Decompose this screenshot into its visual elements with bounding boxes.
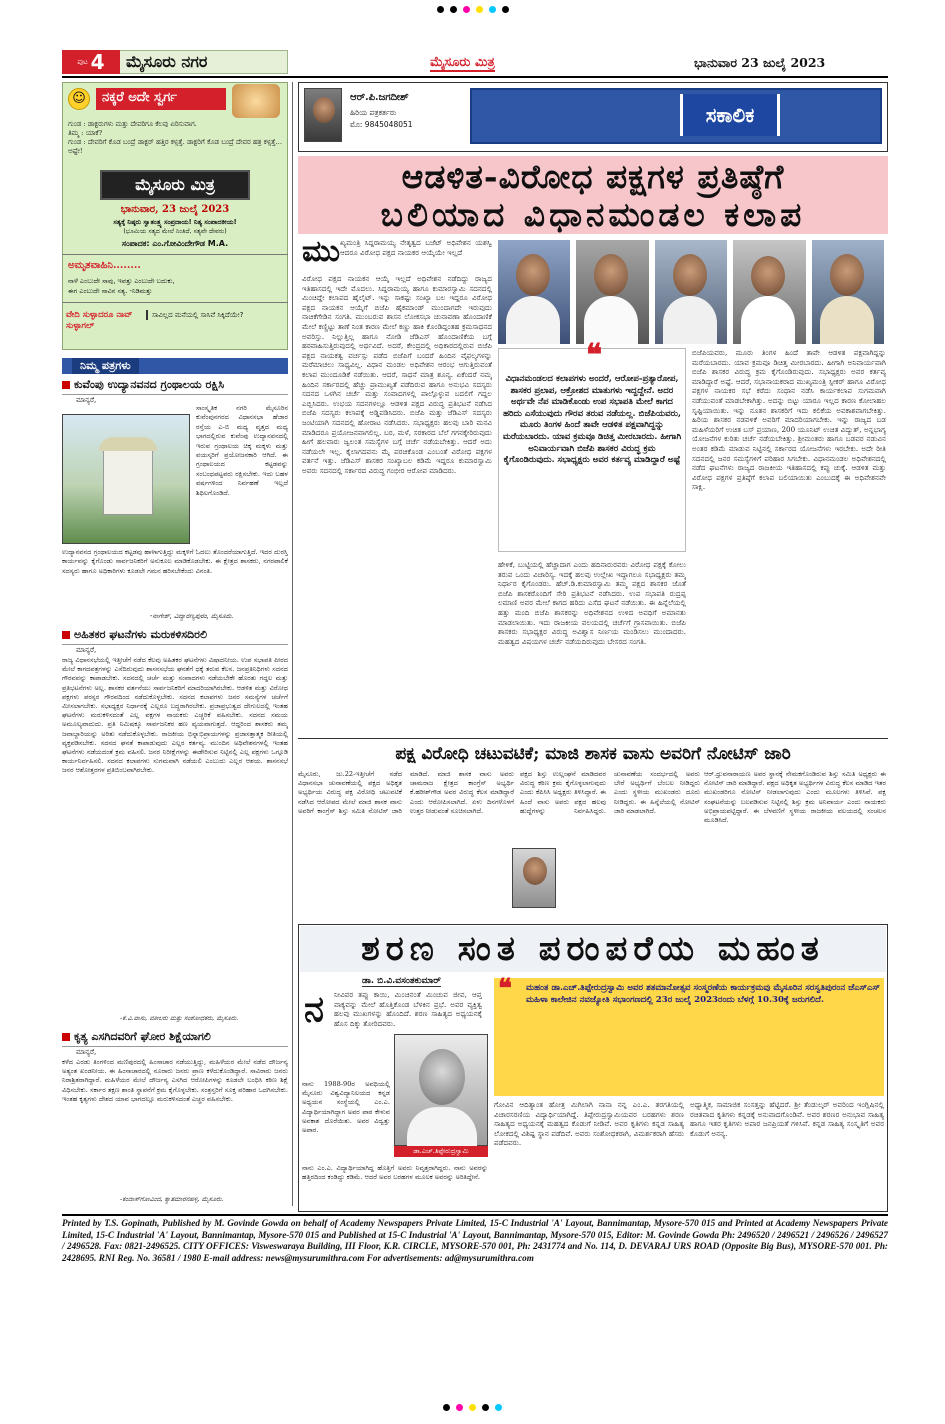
drop-cap: ಮು — [302, 234, 341, 269]
quote-mark-icon: ❝ — [586, 338, 603, 373]
letter-title: ಅಹಿತಕರ ಘಟನೆಗಳು ಮರುಕಳಿಸದಿರಲಿ — [62, 628, 288, 645]
pull-quote-text: ವಿಧಾನಮಂಡಲದ ಕಲಾಪಗಳು ಅಂದರೆ, ಆರೋಪ-ಪ್ರತ್ಯಾರೋಪ, ಶಾಸಕರ ಪ್ರಲಾಪ, ಆಕ್ರೋಶದ ಮಾತುಗಳು ಇದ್ದದ್ದೇನೆ. ಅದರ ಅರ್ಥವೇ ನೆಪ ಮಾಡಿಕೊಂಡು ಉಪ ಸಭಾಪತಿ ಮೇಲೆ ಕಾಗದ ಹರಿದು ಎಸೆಯುವುದು ಗೌರವ ತರುವ ನಡೆಯಲ್ಲ. ಬಿಜೆಪಿಯವರು, ಮೂರು ತಿಂಗಳ ಹಿಂದೆ ತಾವೇ ಆಡಳಿತ ಪಕ್ಷವಾಗಿದ್ದನ್ನು ಮರೆಯಬಾರದು. ಯಾವ ಕ್ರಮವೂ ಡಿಚಿತ್ತ ಮೀರಬಾರದು. ಹೀಗಾಗಿ ಅನಿವಾರ್ಯವಾಗಿ ಬಿಜೆಪಿ ಶಾಸಕರ ವಿರುದ್ಧ ಕ್ರಮ ಕೈಗೊಂಡಿರುವುದು. ಸಭಾಧ್ಯಕ್ಷರು ಅವರ ಕರ್ತವ್ಯ ಮಾಡಿದ್ದಾರೆ ಅಷ್ಟೆ — [502, 374, 682, 466]
bullet-icon — [62, 1033, 70, 1041]
tipperudraswamy-photo — [394, 1034, 488, 1146]
sharana-body: ಗೋವಿನ ಆದಿತ್ಯಾಂತ ಹೋತ್ರ ಮಿಗಿಲಾಗಿ ನಾನಾ ನನ್ನ ಎಂ.ಎ. ತರಗತಿಯಲ್ಲಿ ವಿಚಾರಸರಣಿಯ ವಿದ್ಯಾರ್ಥಿಯಾಗಿದ್ದೆ. ತಿಪ್ಪೇರುದ್ರಸ್ವಾಮಿಯವರ ಬರಹಗಳು ಶರಣ ಸಾಹಿತ್ಯದ ಅಧ್ಯಯನಕ್ಕೆ ಮಹತ್ವದ ಕೊಡುಗೆ ನೀಡಿವೆ. ಅವರ ಕೃತಿಗಳು ಕನ್ನಡ ಸಾಹಿತ್ಯ ಲೋಕದಲ್ಲಿ ವಿಶಿಷ್ಟ ಸ್ಥಾನ ಪಡೆದಿವೆ. ಅವರು ಸಂಶೋಧಕರಾಗಿ, ವಿಮರ್ಶಕರಾಗಿ ಹೆಸರು ಪಡೆದವರು. — [494, 1100, 684, 1148]
mini-subtagline: (ಭೂಮಿಯ ಸತ್ಯದ ಮೇಲೆ ನಿಂತಿದೆ, ಸತ್ಯವೇ ದೇವರು) — [123, 228, 227, 235]
sharana-intro: ಮಹಂತ ಡಾ.ಎಚ್.ತಿಪ್ಪೇರುದ್ರಸ್ವಾಮಿ ಅವರ ಶತಮಾನೋತ್ಸವ ಸಂಸ್ಮರಣೆಯ ಕಾರ್ಯಕ್ರಮವು ಮೈಸೂರಿನ ಸರಸ್ವತಿಪುರಂನ ಜೆಎಸ್‌ಎಸ್ ಮಹಿಳಾ ಕಾಲೇಜಿನ ನವಜ್ಯೋತಿ ಸಭಾಂಗಣದಲ್ಲಿ 23ರ ಜುಲೈ 2023ರಂದು ಬೆಳಗ್ಗೆ 10.30ಕ್ಕೆ ಜರುಗಲಿದೆ. — [526, 983, 880, 1006]
vedi-right: ಸಾವಿಲ್ಲದ ಮನೆಯಲ್ಲಿ ಸಾಸಿವೆ ಸಿಕ್ಕಿದೆಯೇ? — [146, 310, 282, 320]
mini-date: ಭಾನುವಾರ, 23 ಜುಲೈ 2023 — [120, 204, 230, 215]
amrit-title: ಅಮೃತವಾಹಿನಿ........ — [68, 260, 141, 271]
letters-section-title: ನಿಮ್ಮ ಪತ್ರಗಳು — [72, 358, 139, 374]
notice-body: ಪಕ್ಷದ ಶಿಸ್ತು ಉಲ್ಲಂಘನೆ ಮಾಡಿದವರ ವಿರುದ್ಧ ಕಠಿಣ ಕ್ರಮ ಕೈಗೊಳ್ಳಲಾಗುವುದು ಎಂದು ಕೆಪಿಸಿಸಿ ಅಧ್ಯಕ್ಷರು ತಿಳಿಸಿದ್ದಾರೆ. ಈ ಹಿಂದೆ ವಾಸು ಅವರು ಪಕ್ಷದ ಹಲವು ಹುದ್ದೆಗಳನ್ನು ನಿರ್ವಹಿಸಿದ್ದರು. ಚುನಾವಣೆಯ ಸಂದರ್ಭದಲ್ಲಿ ಅವರು ಬೇರೆ ಅಭ್ಯರ್ಥಿಗೆ ಬೆಂಬಲ ನೀಡಿದ್ದರು ಎಂದು ಸ್ಥಳೀಯ ಮುಖಂಡರು ದೂರು ನೀಡಿದ್ದರು. ಈ ಹಿನ್ನೆಲೆಯಲ್ಲಿ ನೋಟಿಸ್ ಜಾರಿ ಮಾಡಲಾಗಿದೆ. — [520, 770, 700, 815]
cartoon-figure-icon — [232, 84, 280, 118]
sharana-body: ನೀವಿವರ ತಪ್ಪು ಕಾಯಿ, ಮಿಂಚಿನಂತೆ ಮಿಂಚುವ ಜೀವ, ಆಪ್ತ ವಾಕ್ಯವನ್ನು ಮೇಲೆ ಹೊತ್ತಿಕೊಂಡ ಬೆಳಕಿನ ಪ್ರಭೆ. ಅವರ ವ್ಯಕ್ತಿತ್ವ ಹಲವು ಮುಖಗಳನ್ನು ಹೊಂದಿದೆ. ಶರಣ ಸಾಹಿತ್ಯದ ಅಧ್ಯಯನಕ್ಕೆ ಹೊಸ ದಿಕ್ಕು ತೋರಿದವರು. — [334, 990, 482, 1028]
mini-masthead: ಮೈಸೂರು ಮಿತ್ರ — [100, 170, 250, 200]
humor-line: ತಿಮ್ಮ : ಯಾಕೆ? — [68, 129, 103, 137]
bullet-icon — [62, 631, 70, 639]
divider — [62, 302, 288, 303]
author-name: ಆರ್.ಪಿ.ಜಗದೀಶ್ — [350, 92, 409, 103]
author-phone: ಮೊ: 9845048051 — [350, 120, 413, 129]
sharana-body: ನಾನು 1988-90ರ ಅವಧಿಯಲ್ಲಿ ಮೈಸೂರು ವಿಶ್ವವಿದ್ಯಾನಿಲಯದ ಕನ್ನಡ ಅಧ್ಯಯನ ಸಂಸ್ಥೆಯಲ್ಲಿ ಎಂ.ಎ. ವಿದ್ಯಾರ್ಥಿಯಾಗಿದ್ದಾಗ ಅವರ ಪಾಠ ಕೇಳುವ ಅವಕಾಶ ದೊರೆಯಿತು. ಅವರ ವಿದ್ವತ್ತು ಅಪಾರ. — [302, 1080, 390, 1135]
vedi-left: ವೇದಿ ಸುಳ್ಳಾದರೂ ನಾವ್ ಸುಳ್ಳಾಗಲ್ — [66, 310, 133, 331]
imprint: Printed by T.S. Gopinath, Published by M. Govinde Gowda on behalf of Academy Newspapers Private Limited, 15-C Industrial 'A' Layout, Bannimantap, Mysore-570 015 and Printed at Academy Newspapers Private Limited, 15-C Industrial 'A' Layout, Bannimantap, Mysore-570 015 and Published at 15-C Industrial 'A' Layout, Bannimantap, Mysore-570 015, Editor: M. Govinde Gowda Ph: 2496520 / 2496521 / 2496526 / 2496527 / 2496528. Fax: 0821-2496525. CITY OFFICES: Visweswaraya Building, III Floor, K.R. CIRCLE, MYSORE-570 001, Ph: 2431774 and No. 114, D. DEVARAJ URS ROAD (Opposite Big Bus), MYSORE-570 001. Ph: 2428695. RNI Reg. No. 36581 / 1980 E-mail address: news@mysurumithra.com For advertisements: ad@mysurumithra.com — [62, 1218, 888, 1263]
sharana-drop-cap: ನ — [304, 988, 325, 1030]
humor-line: ಗುಂಡ : ಡಾಕ್ಟರುಗಳು ಮತ್ತು ದೇವರಿಗೂ ಕೆಲವು ಏರಿಸುವಾಗ. — [68, 120, 197, 128]
article-body: ಹೇಳಿಕೆ, ಬುಟ್ಟಿಯಲ್ಲಿ ಹೆಚ್ಚಾದಾಗ ಎಂದು ಹದಿನಾರುರವರು ವಿರೋಧ ಪಕ್ಷಕ್ಕೆ ಕೋಲು ತರುವ ಒಂದು ವಿಚಾರಿಸ್ಯ. ಇದಕ್ಕೆ ಹಲವು ಉಲ್ಲೇಖ ಇದ್ದಾಗಲೂ ಸಭಾಧ್ಯಕ್ಷರು ತಮ್ಮ ನಿರ್ಧಾರ ಕೈಗೊಂಡರು. ಹೆಚ್.ಡಿ.ಕುಮಾರಸ್ವಾಮಿ ತಮ್ಮ ಪಕ್ಷದ ಶಾಸಕರ ಜೊತೆ ಬಿಜೆಪಿ ಶಾಸಕರೊಂದಿಗೆ ಸೇರಿ ಪ್ರತಿಭಟನೆ ನಡೆಸಿದರು. ಉಪ ಸಭಾಪತಿ ರುದ್ರಪ್ಪ ಲಮಾಣಿ ಅವರ ಮೇಲೆ ಕಾಗದ ಹರಿದು ಎಸೆದ ಘಟನೆ ನಡೆಯಿತು. ಈ ಹಿನ್ನೆಲೆಯಲ್ಲಿ ಹತ್ತು ಮಂದಿ ಬಿಜೆಪಿ ಶಾಸಕರನ್ನು ಅಧಿವೇಶನದ ಉಳಿದ ಅವಧಿಗೆ ಅಮಾನತು ಮಾಡಲಾಯಿತು. ಇದು ರಾಜಕೀಯ ವಲಯದಲ್ಲಿ ಚರ್ಚೆಗೆ ಗ್ರಾಸವಾಯಿತು. ಬಿಜೆಪಿ ಶಾಸಕರು ಸಭಾಧ್ಯಕ್ಷರ ವಿರುದ್ಧ ಅವಿಶ್ವಾಸ ನಿರ್ಣಯ ಮಂಡಿಸಲು ಮುಂದಾದರು. ಮಹತ್ವದ ವಿಷಯಗಳ ಚರ್ಚೆ ನಡೆಯದಿರುವುದು ಬೇಸರದ ಸಂಗತಿ. — [498, 560, 686, 646]
letter-body-text: ಉದ್ಯಾನವನದ ಗ್ರಂಥಾಲಯದ ಕಟ್ಟಡವು ಹಾಳಾಗುತ್ತಿದ್ದು ಮಕ್ಕಳಿಗೆ ಓದಲು ತೊಂದರೆಯಾಗುತ್ತಿದೆ. ಇದರ ದುರಸ್ತಿ ಕಾರ್ಯವನ್ನು ಕೈಗೊಂಡು ಸಾರ್ವಜನಿಕರಿಗೆ ಅನುಕೂಲ ಮಾಡಿಕೊಡಬೇಕು. ಈ ಕ್ಷೇತ್ರದ ಶಾಸಕರು, ನಗರಪಾಲಿಕೆ ಸದಸ್ಯರು ಹಾಗೂ ಅಧಿಕಾರಿಗಳು ಕೂಡಲೇ ಗಮನ ಹರಿಸಬೇಕೆಂದು ವಿನಂತಿ. — [62, 548, 288, 575]
registration-dots-top — [0, 6, 945, 13]
section-name: ಮೈಸೂರು ನಗರ — [126, 52, 208, 71]
letter-title: ಕುವೆಂಪು ಉದ್ಯಾನವನದ ಗ್ರಂಥಾಲಯ ರಕ್ಷಿಸಿ — [62, 378, 288, 395]
footer-rule — [62, 1214, 888, 1216]
notice-body: ಮೈಸೂರು, ಜು.22-ಇತ್ತೀಚೆಗೆ ನಡೆದ ವಿಧಾನಸಭಾ ಚುನಾವಣೆಯಲ್ಲಿ ಪಕ್ಷದ ಅಧಿಕೃತ ಅಭ್ಯರ್ಥಿಯ ವಿರುದ್ಧ ಪಕ್ಷ ವಿರೋಧಿ ಚಟುವಟಿಕೆ ನಡೆಸಿದ ಆರೋಪದ ಮೇಲೆ ಮಾಜಿ ಶಾಸಕ ವಾಸು ಅವರಿಗೆ ಕಾಂಗ್ರೆಸ್ ಶಿಸ್ತು ಸಮಿತಿ ನೋಟಿಸ್ ಜಾರಿ ಮಾಡಿದೆ. ಮಾಜಿ ಶಾಸಕ ವಾಸು ಅವರು ಚಾಮರಾಜ ಕ್ಷೇತ್ರದ ಕಾಂಗ್ರೆಸ್ ಅಭ್ಯರ್ಥಿ ಕೆ.ಹರೀಶ್‌ಗೌಡ ಅವರ ವಿರುದ್ಧ ಕೆಲಸ ಮಾಡಿದ್ದಾರೆ ಎಂದು ಆರೋಪಿಸಲಾಗಿದೆ. ಏಳು ದಿನಗಳೊಳಗೆ ಉತ್ತರ ನೀಡುವಂತೆ ಸೂಚಿಸಲಾಗಿದೆ. — [298, 770, 514, 815]
article-body: ಬಿಜೆಪಿಯವರು, ಮೂರು ತಿಂಗಳ ಹಿಂದೆ ತಾವೇ ಆಡಳಿತ ಪಕ್ಷವಾಗಿದ್ದನ್ನು ಮರೆಯಬಾರದು. ಯಾವ ಕ್ರಮವೂ ಡಿಚಿತ್ತ ಮೀರಬಾರದು. ಹೀಗಾಗಿ ಅನಿವಾರ್ಯವಾಗಿ ಬಿಜೆಪಿ ಶಾಸಕರ ವಿರುದ್ಧ ಕ್ರಮ ಕೈಗೊಂಡಿರುವುದು. ಸಭಾಧ್ಯಕ್ಷರು ಅವರ ಕರ್ತವ್ಯ ಮಾಡಿದ್ದಾರೆ ಅಷ್ಟೆ. ಆದರೆ, ಸಭಾನಾಯಕರಾದ ಮುಖ್ಯಮಂತ್ರಿ ಸ್ಪೀಕರ್ ಹಾಗೂ ವಿರೋಧ ಪಕ್ಷಗಳ ನಾಯಕರ ಸಭೆ ಕರೆದು ಸಂಧಾನ ನಡೆಸಿ ಕಾರ್ಯಕಲಾಪ ಸುಗಮವಾಗಿ ನಡೆಯುವಂತೆ ಮಾಡಬೇಕಾಗಿತ್ತು. ಅದನ್ನು ಬಿಟ್ಟು ಯಾರೂ ಇಲ್ಲದ ಕಾರಣ ಕೋಲಾಹಲ ಸೃಷ್ಟಿಯಾಯಿತು. ಇನ್ನು ನೂತನ ಶಾಸಕರಿಗೆ ಇದು ಕಲಿಕೆಯ ಅವಕಾಶವಾಗಬೇಕಿತ್ತು. ಹಿರಿಯ ಶಾಸಕರ ನಡವಳಿಕೆ ಅವರಿಗೆ ಮಾದರಿಯಾಗಬೇಕು. ಇನ್ನು ರಾಜ್ಯದ ಬಡ ಮಹಿಳೆಯರಿಗೆ ಉಚಿತ ಬಸ್ ಪ್ರಯಾಣ, 200 ಯೂನಿಟ್ ಉಚಿತ ವಿದ್ಯುತ್, ಅನ್ನಭಾಗ್ಯ ಯೋಜನೆಗಳ ಕುರಿತು ಚರ್ಚೆ ನಡೆಯಬೇಕಿತ್ತು. ಶ್ರೀಮಂತರು ಹಾಗೂ ಬಡವರ ನಡುವಿನ ಅಂತರ ಕಡಿಮೆ ಮಾಡುವ ನಿಟ್ಟಿನಲ್ಲಿ ಸರ್ಕಾರದ ಯೋಜನೆಗಳು ಇರಬೇಕು. ಅದೇ ರೀತಿ ಸದನದಲ್ಲಿ ಜನರ ಸಮಸ್ಯೆಗಳಿಗೆ ಪರಿಹಾರ ಸಿಗಬೇಕು. ವಿಧಾನಮಂಡಲ ಅಧಿವೇಶನದಲ್ಲಿ ನಡೆದ ಘಟನೆಗಳು ರಾಜ್ಯದ ರಾಜಕೀಯ ಇತಿಹಾಸದಲ್ಲಿ ಕಪ್ಪು ಚುಕ್ಕೆ. ಆಡಳಿತ ಮತ್ತು ವಿರೋಧ ಪಕ್ಷಗಳ ಪ್ರತಿಷ್ಠೆಗೆ ಕಲಾಪ ಬಲಿಯಾಯಿತು ಎಂಬುದಕ್ಕೆ ಈ ಅಧಿವೇಶನವೇ ಸಾಕ್ಷಿ. — [692, 348, 886, 492]
header-paper-name: ಮೈಸೂರು ಮಿತ್ರ — [430, 55, 495, 70]
letter-body-text: ಕಳೆದ ಎರಡು ತಿಂಗಳಿಂದ ಮಣಿಪುರದಲ್ಲಿ ಹಿಂಸಾಚಾರ ನಡೆಯುತ್ತಿದ್ದು, ಮಹಿಳೆಯರ ಮೇಲೆ ನಡೆದ ದೌರ್ಜನ್ಯ ಅತ್ಯಂತ ಖಂಡನೀಯ. ಈ ಹಿಂಸಾಚಾರದಲ್ಲಿ ನೂರಾರು ಜನರು ಪ್ರಾಣ ಕಳೆದುಕೊಂಡಿದ್ದಾರೆ. ಸಾವಿರಾರು ಜನರು ನಿರಾಶ್ರಿತರಾಗಿದ್ದಾರೆ. ಮಹಿಳೆಯರ ಮೇಲೆ ದೌರ್ಜನ್ಯ ಎಸಗಿದ ಆರೋಪಿಗಳನ್ನು ಕೂಡಲೇ ಬಂಧಿಸಿ ಕಠಿಣ ಶಿಕ್ಷೆ ವಿಧಿಸಬೇಕು. ಸರ್ಕಾರ ತಕ್ಷಣ ಶಾಂತಿ ಸ್ಥಾಪನೆಗೆ ಕ್ರಮ ಕೈಗೊಳ್ಳಬೇಕು. ಸಂತ್ರಸ್ತರಿಗೆ ಸೂಕ್ತ ಪರಿಹಾರ ಒದಗಿಸಬೇಕು. ಇಂತಹ ಕೃತ್ಯಗಳು ದೇಶದ ಯಾವ ಭಾಗದಲ್ಲೂ ಮರುಕಳಿಸದಂತೆ ಎಚ್ಚರ ವಹಿಸಬೇಕು. — [62, 1058, 288, 1103]
sharana-author: ಡಾ. ಬಿ.ವಿ.ವಸಂತಕುಮಾರ್ — [362, 976, 441, 986]
registration-dots-bottom — [0, 1404, 945, 1411]
article-body: ಖ್ಯಮಂತ್ರಿ ಸಿದ್ದರಾಮಯ್ಯ ನೇತೃತ್ವದ ಬಜೆಟ್ ಅಧಿವೇಶನ ಯಶಸ್ವಿ ಆದರೂ ವಿರೋಧ ಪಕ್ಷದ ನಾಯಕರ ಆಯ್ಕೆಯೇ ಇಲ್ಲದೆ — [340, 238, 492, 257]
politician-photo — [655, 240, 727, 344]
politician-photo — [576, 240, 648, 344]
bullet-icon — [62, 381, 70, 389]
quote-mark-icon: ❝ — [498, 974, 512, 1004]
column-divider — [292, 82, 293, 1206]
letter-body-text: ರಾಜ್ಯ ವಿಧಾನಸಭೆಯಲ್ಲಿ ಇತ್ತೀಚೆಗೆ ನಡೆದ ಕೆಲವು ಅಹಿತಕರ ಘಟನೆಗಳು ವಿಷಾದನೀಯ. ಉಪ ಸಭಾಪತಿ ಪೀಠದ ಮೇಲೆ ಕಾಗದಪತ್ರಗಳನ್ನು ಎಸೆದಿರುವುದು ಶಾಸನಸಭೆಯ ಘನತೆಗೆ ಧಕ್ಕೆ ತರುವ ಕೆಲಸ. ಜನಪ್ರತಿನಿಧಿಗಳು ಸದನದ ಗೌರವವನ್ನು ಕಾಪಾಡಬೇಕು. ಸದನದಲ್ಲಿ ಚರ್ಚೆ ಮತ್ತು ಸಂವಾದಗಳು ನಡೆಯಬೇಕೇ ಹೊರತು ಗದ್ದಲ ಮತ್ತು ಪ್ರತಿಭಟನೆಗಳು ಅಲ್ಲ. ಶಾಸಕರ ವರ್ತನೆಯು ಸಾರ್ವಜನಿಕರಿಗೆ ಮಾದರಿಯಾಗಿರಬೇಕು. ಆಡಳಿತ ಮತ್ತು ವಿರೋಧ ಪಕ್ಷಗಳು ಪರಸ್ಪರ ಗೌರವದಿಂದ ನಡೆದುಕೊಳ್ಳಬೇಕು. ಸದನದ ಕಲಾಪಗಳು ಜನರ ಸಮಸ್ಯೆಗಳ ಚರ್ಚೆಗೆ ಮೀಸಲಾಗಬೇಕು. ಸಭಾಧ್ಯಕ್ಷರ ನಿರ್ಧಾರಕ್ಕೆ ಎಲ್ಲರೂ ಬದ್ಧರಾಗಿರಬೇಕು. ಪ್ರಜಾಪ್ರಭುತ್ವದ ದೇಗುಲದಲ್ಲಿ ಇಂತಹ ಘಟನೆಗಳು ಮರುಕಳಿಸದಂತೆ ಎಲ್ಲ ಪಕ್ಷಗಳ ನಾಯಕರು ಎಚ್ಚರಿಕೆ ವಹಿಸಬೇಕು. ಸದನದ ಸಮಯ ಅಮೂಲ್ಯವಾದುದು. ಪ್ರತಿ ನಿಮಿಷಕ್ಕೂ ಸಾರ್ವಜನಿಕರ ಹಣ ವ್ಯಯವಾಗುತ್ತದೆ. ಆದ್ದರಿಂದ ಶಾಸಕರು ತಮ್ಮ ಜವಾಬ್ದಾರಿಯನ್ನು ಅರಿತು ನಡೆದುಕೊಳ್ಳಬೇಕು. ರಾಜಕೀಯ ಭಿನ್ನಾಭಿಪ್ರಾಯಗಳನ್ನು ಪ್ರಜಾಸತ್ತಾತ್ಮಕ ರೀತಿಯಲ್ಲಿ ವ್ಯಕ್ತಪಡಿಸಬೇಕು. ಸದನದ ಘನತೆ ಕಾಪಾಡುವುದು ಎಲ್ಲರ ಕರ್ತವ್ಯ. ಮುಂದಿನ ಅಧಿವೇಶನಗಳಲ್ಲಿ ಇಂತಹ ಘಟನೆಗಳು ನಡೆಯದಂತೆ ಕ್ರಮ ವಹಿಸಲಿ. ಜನರ ನಿರೀಕ್ಷೆಗಳನ್ನು ಈಡೇರಿಸುವ ನಿಟ್ಟಿನಲ್ಲಿ ಎಲ್ಲ ಪಕ್ಷಗಳು ಒಗ್ಗೂಡಿ ಕಾರ್ಯನಿರ್ವಹಿಸಲಿ. ಸದನದ ಕಲಾಪಗಳು ಸುಗಮವಾಗಿ ನಡೆಯಲಿ ಎಂಬುದು ಎಲ್ಲರ ಆಶಯ. ಶಾಸನಸಭೆ ಜನರ ಆಶೋತ್ತರಗಳ ಪ್ರತಿಬಿಂಬವಾಗಿರಬೇಕು. — [62, 656, 288, 775]
letter-salutation: ಮಾನ್ಯರೆ, — [76, 646, 97, 654]
page-label: ಪುಟ — [77, 57, 88, 66]
letter-body-text: ಸಾಂಸ್ಕೃತಿಕ ನಗರಿ ಮೈಸೂರಿನ ಕುವೆಂಪುನಗರದ ವಿಧಾನಸಭಾ ಹೆಜಾರ ರಸ್ತೆಯ ಎ-ಬಿ ಮಧ್ಯ ವೃತ್ತದ ಮಧ್ಯ ಭಾಗದಲ್ಲಿರುವ ಕುವೆಂಪು ಉದ್ಯಾನವನದಲ್ಲಿ ಇರುವ ಗ್ರಂಥಾಲಯ ಚಿಕ್ಕ ಮಕ್ಕಳು ಮತ್ತು ವಯಸ್ಕರಿಗೆ ಪ್ರಯೋಜನಕಾರಿ ಆಗಿದೆ. ಈ ಗ್ರಂಥಾಲಯದ ಕಟ್ಟಡವನ್ನು ಸಂಬಂಧಪಟ್ಟವರು ರಕ್ಷಿಸಬೇಕು. ಇದು ಬಹಳ ವರ್ಷಗಳಿಂದ ನಿರ್ವಹಣೆ ಇಲ್ಲದೆ ಶಿಥಿಲಗೊಂಡಿದೆ. — [196, 404, 288, 497]
letter-salutation: ಮಾನ್ಯರೆ, — [76, 1048, 97, 1056]
humor-dialogue — [68, 120, 282, 156]
column-name-band — [470, 88, 882, 144]
letter-title: ಕೃತ್ಯ ಎಸಗಿದವರಿಗೆ ಘೋರ ಶಿಕ್ಷೆಯಾಗಲಿ — [62, 1030, 288, 1047]
politician-photos — [498, 240, 884, 344]
article-body: ವಿರೋಧ ಪಕ್ಷದ ನಾಯಕನ ಆಯ್ಕೆ ಇಲ್ಲದೆ ಅಧಿವೇಶನ ನಡೆದಿದ್ದು ರಾಜ್ಯದ ಇತಿಹಾಸದಲ್ಲಿ ಇದೇ ಮೊದಲು. ಸಿದ್ದರಾಮಯ್ಯ ಹಾಗೂ ಕುಮಾರಸ್ವಾಮಿ ಸದನದಲ್ಲಿ ಮಿಂಚಿದ್ದೇ ಕಲಾಪದ ಹೈಲೈಟ್. ಇನ್ನು ಸಾಕಷ್ಟು ಸಂಖ್ಯಾ ಬಲ ಇದ್ದರೂ ವಿರೋಧ ಪಕ್ಷದ ನಾಯಕನ ಆಯ್ಕೆಗೆ ಬಿಜೆಪಿ ಹೈಕಮಾಂಡ್ ಮುಂದಾಗದೇ ಇರುವುದು ನಾಚಿಕೆಗೇಡಿನ ಸಂಗತಿ. ಮುಂಬರುವ ಶಾಸನ ಲೋಕಸಭಾ ಚುನಾವಣಾ ಹೊಂದಾಣಿಕೆ ಮೇಲೆ ಕಣ್ಣಿಟ್ಟು ತಾಣೆ ನಿಂತ ಕಾರಣ ಮೇಲೆ ಕಣ್ಣು ಹಾಕಿ ಕೊಂಡಿದ್ದಂತಹ ಕ್ರಮಸಾಧನದ ಅವರಿಸ್ತು. ನಿಲ್ಲುತ್ತಿಲ್ಲ ಹಾಗೂ ನೋಡಿ ಜೆಡಿಎಸ್ ಹೊಂದಾಣಿಕೆಯ ಬಗ್ಗೆ ಹಠವಾಹಿಸುತ್ತಿರುವುದಲ್ಲಿ ಅರ್ಥವಿದೆ. ಅದರೆ, ಕೇಂದ್ರದಲ್ಲಿ ಅಧಿಕಾರದಲ್ಲಿರುವ ಬಿಜೆಪಿ ಪಕ್ಷದ ನಾಯಕತ್ವ ವರ್ಚಸ್ಸು ಪಡೆದ ಬಿಜೆಪಿಗೆ ಬಂದರೆ ಹಿಂದಿನ ವೈಫಲ್ಯಗಳನ್ನು ಮರೆಮಾಚಲು ಸಾಧ್ಯವಿಲ್ಲ. ವಿಧಾನ ಮಂಡಲ ಅಧಿವೇಶನ ಆರಂಭ ಆಗುತ್ತಿರುವಂತೆ ಕಲಾಪ ಮುಂದೂಡಿಕೆ ನಡೆಯಿತು. ಆದರೆ, ಸಾಧನೆ ಮಾತ್ರ ಶೂನ್ಯ. ಏಕೆಂದರೆ ನಮ್ಮ ಹಿಂದಿನ ಸರ್ಕಾರದಲ್ಲಿ ಹೆಚ್ಚು ಪ್ರಾಮುಖ್ಯತೆ ಪಡೆದಿರುವ ಹಾಗೂ ಅನುಭವಿ ಸದಸ್ಯರು ಸದನದ ಒಳಗಿನ ಚರ್ಚೆ ಮತ್ತು ಸಂವಾದಗಳಲ್ಲಿ ಪಾಲ್ಗೊಳ್ಳುವ ಬದಲಿಗೆ ಗದ್ದಲ ಎಬ್ಬಿಸಿದರು. ಉಭಯ ಸದನಗಳಲ್ಲೂ ಆಡಳಿತ ಪಕ್ಷದ ವಿರುದ್ಧ ಪ್ರತಿಭಟನೆ ನಡೆಸಿದ ಬಿಜೆಪಿ ಸದಸ್ಯರು ಕಲಾಪಕ್ಕೆ ಅಡ್ಡಿಪಡಿಸಿದರು. ಬಿಜೆಪಿ ಮತ್ತು ಜೆಡಿಎಸ್ ಸದಸ್ಯರು ಜಂಟಿಯಾಗಿ ಸದನದಲ್ಲಿ ಹೋರಾಟ ನಡೆಸಿದರು. ಸಭಾಧ್ಯಕ್ಷರು ಹಲವು ಬಾರಿ ಮನವಿ ಮಾಡಿದರೂ ಪ್ರಯೋಜನವಾಗಲಿಲ್ಲ. ಬರ, ಮಳೆ, ಸರಕಾರದ ಬೆಲೆ ಗಗನಕ್ಕೇರಿರುವುದು ಹೀಗೆ ಹಲವಾರು ಜ್ವಲಂತ ಸಮಸ್ಯೆಗಳ ಬಗ್ಗೆ ಚರ್ಚೆ ನಡೆಯಬೇಕಿತ್ತು. ಆದರೆ ಅದು ನಡೆಯಲೇ ಇಲ್ಲ. ಕೈಲಾಗದವನು ಮೈ ಪರಚಿಕೊಂಡ ಎಂಬಂತೆ ವಿರೋಧ ಪಕ್ಷಗಳ ವರ್ತನೆ ಇತ್ತು. ಜೆಡಿಎಸ್ ಶಾಸಕರ ಸಂಖ್ಯಾಬಲ ಕಡಿಮೆ ಇದ್ದರೂ ಕುಮಾರಸ್ವಾಮಿ ಅವರು ಸದನದಲ್ಲಿ ಸರ್ಕಾರದ ವಿರುದ್ಧ ಗಂಭೀರ ಆರೋಪ ಮಾಡಿದರು. — [302, 274, 492, 475]
letter-salutation: ಮಾನ್ಯರೆ, — [76, 396, 97, 404]
letter-signature: -ಕೆ.ವಿ.ವಾಸು, ವಕೀಲರು ಮತ್ತು ಸಂಶೋಧಕರು, ಮೈಸೂರು. — [120, 1014, 239, 1022]
politician-photo — [812, 240, 884, 344]
laughing-face-icon: ☺ — [68, 88, 90, 110]
sharana-headline: ಶರಣ ಸಂತ ಪರಂಪರೆಯ ಮಹಂತ — [361, 929, 825, 969]
header-rule — [62, 76, 888, 78]
sharana-body: ಅಧ್ಯಾತ್ಮಿಕ, ಸಾಮಾಜಿಕ ಸಂಸತ್ತನ್ನು ಹೆಟ್ಟಿದರೆ. ಶ್ರೀ ತೆಂಡುಲ್ಕರ್ ಅವರಿಂದ ಇಂಗ್ಲಿಷಿನಲ್ಲಿ ರಚಿತವಾದ ಕೃತಿಗಳು ಕನ್ನಡಕ್ಕೆ ಅನುವಾದಗೊಂಡಿವೆ. ಅವರ ಶರಣರ ಅನುಭಾವ ಸಾಹಿತ್ಯ ಹಾಗೂ ಇತರ ಕೃತಿಗಳು ಅಪಾರ ಜನಪ್ರಿಯತೆ ಗಳಿಸಿವೆ. ಕನ್ನಡ ಸಾಹಿತ್ಯ ಸಂಸ್ಕೃತಿಗೆ ಅವರ ಕೊಡುಗೆ ಅನನ್ಯ. — [690, 1100, 884, 1138]
author-photo — [304, 88, 342, 142]
main-headline-line1: ಆಡಳಿತ-ವಿರೋಧ ಪಕ್ಷಗಳ ಪ್ರತಿಷ್ಠೆಗೆ — [401, 157, 785, 196]
photo-caption: ಡಾ.ಎಚ್.ತಿಪ್ಪೇರುದ್ರಸ್ವಾಮಿ — [394, 1146, 488, 1157]
page-number-badge — [62, 50, 120, 74]
vasu-photo — [512, 848, 556, 908]
editor-credit: ಸಂಪಾದಕ: ಎಂ.ಗೋವಿಂದೇಗೌಡ M.A. — [121, 239, 229, 248]
politician-photo — [733, 240, 805, 344]
building-shape — [103, 445, 153, 515]
header-date: ಭಾನುವಾರ 23 ಜುಲೈ 2023 — [694, 55, 826, 70]
main-headline-line2: ಬಲಿಯಾದ ವಿಧಾನಮಂಡಲ ಕಲಾಪ — [380, 195, 806, 234]
column-name: ಸಕಾಲಿಕ — [680, 94, 780, 136]
divider — [298, 738, 888, 739]
divider — [62, 254, 288, 255]
library-photo — [62, 414, 190, 544]
author-role: ಹಿರಿಯ ಪತ್ರಕರ್ತರು — [350, 108, 397, 117]
sharana-body: ನಾನು ಎಂ.ಎ. ವಿದ್ಯಾರ್ಥಿಯಾಗಿದ್ದ ಹೊತ್ತಿಗೆ ಅವರು ನಿವೃತ್ತರಾಗಿದ್ದರು. ನಾನು ಅವರನ್ನು ಹತ್ತಿರದಿಂದ ಕಂಡಿದ್ದು ಕಡಿಮೆ. ಆದರೆ ಅವರ ಬರಹಗಳ ಮೂಲಕ ಅವರನ್ನು ಅರಿತಿದ್ದೇನೆ. — [302, 1164, 488, 1182]
humor-line: ಗುಂಡ : ದೇವರಿಗೆ ಕೊಡ ಬಂದ್ರೆ ಡಾಕ್ಟರ್ ಹತ್ತಿರ ಕಳ್ಸತ್ತೆ. ಡಾಕ್ಟರಿಗೆ ಕೊಡ ಬಂದ್ರೆ ದೇವರ ಹತ್ರ ಕಳ್ಸತ್ತೆ... ಅಷ್ಟೇ! — [68, 138, 282, 155]
notice-body: ಆರ್.ಧ್ರುವನಾರಾಯಣ ಅವರ ಸ್ಥಾನಕ್ಕೆ ನೇಮಕಗೊಂಡಿರುವ ಶಿಸ್ತು ಸಮಿತಿ ಅಧ್ಯಕ್ಷರು ಈ ನೋಟಿಸ್ ಜಾರಿ ಮಾಡಿದ್ದಾರೆ. ಪಕ್ಷದ ಅಧಿಕೃತ ಅಭ್ಯರ್ಥಿಗಳ ವಿರುದ್ಧ ಕೆಲಸ ಮಾಡಿದ ಇತರ ಮುಖಂಡರಿಗೂ ನೋಟಿಸ್ ನೀಡಲಾಗುವುದು ಎಂದು ಮೂಲಗಳು ತಿಳಿಸಿವೆ. ಪಕ್ಷ ಸಂಘಟನೆಯನ್ನು ಬಲಪಡಿಸುವ ನಿಟ್ಟಿನಲ್ಲಿ ಶಿಸ್ತು ಕ್ರಮ ಅನಿವಾರ್ಯ ಎಂದು ನಾಯಕರು ಅಭಿಪ್ರಾಯಪಟ್ಟಿದ್ದಾರೆ. ಈ ಬೆಳವಣಿಗೆ ಸ್ಥಳೀಯ ರಾಜಕೀಯ ವಲಯದಲ್ಲಿ ಸಂಚಲನ ಮೂಡಿಸಿದೆ. — [704, 770, 886, 825]
dome-shape — [99, 437, 157, 451]
letter-signature: -ನಾಗೇಶ್, ವಿದ್ಯಾರಣ್ಯಪುರಂ, ಮೈಸೂರು. — [150, 612, 234, 620]
humor-title: ನಕ್ಕರೆ ಅದೇ ಸ್ವರ್ಗ — [96, 88, 226, 110]
letter-signature: -ಕಂದಾಸ್‌ಗೋವಿಂದ, ಕ್ಯಾತಮಾರನಹಳ್ಳಿ, ಮೈಸೂರು. — [120, 1195, 224, 1203]
page-number: 4 — [90, 50, 105, 74]
notice-headline: ಪಕ್ಷ ವಿರೋಧಿ ಚಟುವಟಿಕೆ; ಮಾಜಿ ಶಾಸಕ ವಾಸು ಅವರಿಗೆ ನೋಟಿಸ್ ಜಾರಿ — [395, 744, 791, 764]
amrit-verse: ನಾಳೆ ಎಂಬುದೇ ಸಾವು, ಇವತ್ತು ಎಂಬುದೇ ಬದುಕು, ಈಗ ಎಂಬುದೇ ಸಾವಿನ ಸತ್ಯ. -ನಿಡಿಮತ್ತು — [68, 277, 175, 295]
mini-tagline: ಸತ್ಯಕ್ಕೆ ನಿಷ್ಠರು ಸ್ವಾತಂತ್ರ್ಯ ಸಂಪ್ರದಾಯ! ನಿತ್ಯ ಸಂಪಾದಕೀಯ! — [113, 218, 237, 226]
politician-photo — [498, 240, 570, 344]
